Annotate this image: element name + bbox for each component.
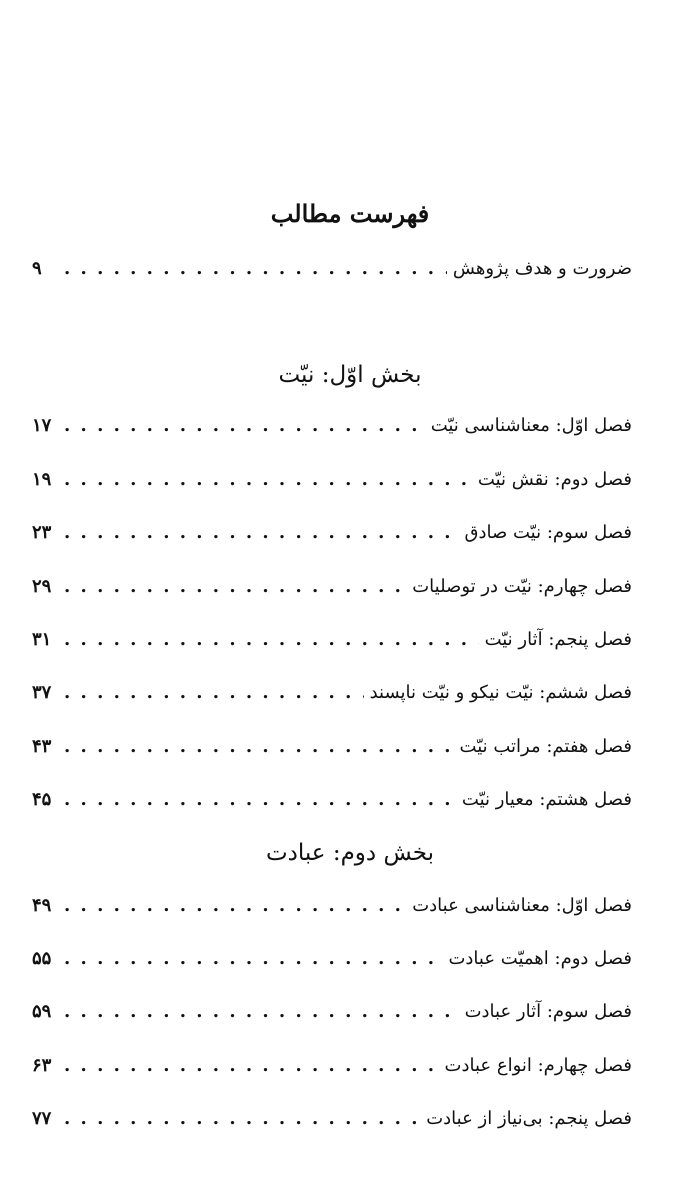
toc-entry-label: فصل اوّل: معناشناسی نیّت — [430, 415, 632, 436]
toc-entry-page: ۱۹ — [32, 469, 52, 490]
dot-leader — [64, 623, 479, 657]
toc-entry-page: ۵۵ — [32, 948, 52, 969]
toc-entry-intro[interactable] — [32, 252, 632, 286]
toc-entry-page: ۲۹ — [32, 576, 52, 597]
toc-entry[interactable] — [32, 730, 632, 764]
toc-entry[interactable] — [32, 463, 632, 497]
toc-entry-page: ۳۱ — [32, 629, 52, 650]
dot-leader — [64, 730, 454, 764]
dot-leader — [64, 942, 442, 976]
dot-leader — [64, 783, 456, 817]
toc-entry-label: فصل دوم: نقش نیّت — [477, 469, 632, 490]
toc-entry[interactable] — [32, 623, 632, 657]
toc-entry-label: فصل هشتم: معیار نیّت — [461, 789, 632, 810]
dot-leader — [64, 516, 459, 550]
toc-entry-label: فصل دوم: اهمیّت عبادت — [448, 948, 632, 969]
toc-entry-page: ۳۷ — [32, 682, 52, 703]
toc-entry-label: فصل پنجم: آثار نیّت — [484, 629, 632, 650]
dot-leader — [64, 889, 406, 923]
toc-entry-label: فصل هفتم: مراتب نیّت — [459, 736, 632, 757]
toc-entry[interactable] — [32, 783, 632, 817]
dot-leader — [64, 252, 447, 286]
dot-leader — [64, 463, 472, 497]
dot-leader — [64, 676, 364, 710]
toc-entry-label: فصل پنجم: بی‌نیاز از عبادت — [426, 1108, 632, 1129]
toc-entry-page: ۹ — [32, 258, 42, 279]
toc-entry[interactable] — [32, 676, 632, 710]
toc-entry[interactable] — [32, 516, 632, 550]
dot-leader — [64, 409, 425, 443]
toc-entry-label: فصل ششم: نیّت نیکو و نیّت ناپسند — [369, 682, 632, 703]
dot-leader — [64, 1102, 420, 1136]
toc-entry[interactable] — [32, 942, 632, 976]
dot-leader — [64, 1049, 439, 1083]
dot-leader — [64, 570, 406, 604]
toc-entry-label: فصل چهارم: انواع عبادت — [444, 1055, 632, 1076]
toc-entry-page: ۶۳ — [32, 1055, 52, 1076]
toc-entry-label: فصل سوم: آثار عبادت — [464, 1001, 632, 1022]
page-title: فهرست مطالب — [270, 199, 430, 228]
toc-entry-label: فصل سوم: نیّت صادق — [464, 522, 632, 543]
toc-entry-page: ۵۹ — [32, 1001, 52, 1022]
toc-entry-page: ۴۵ — [32, 789, 52, 810]
toc-entry[interactable] — [32, 1049, 632, 1083]
toc-entry[interactable] — [32, 889, 632, 923]
toc-entry[interactable] — [32, 570, 632, 604]
dot-leader — [64, 995, 459, 1029]
toc-entry[interactable] — [32, 1102, 632, 1136]
toc-entry-label: فصل اوّل: معناشناسی عبادت — [412, 895, 632, 916]
toc-entry-page: ۷۷ — [32, 1108, 52, 1129]
toc-entry-page: ۴۹ — [32, 895, 52, 916]
toc-entry[interactable] — [32, 409, 632, 443]
toc-entry-label: ضرورت و هدف پژوهش — [452, 258, 632, 279]
toc-entry-page: ۱۷ — [32, 415, 52, 436]
toc-entry[interactable] — [32, 995, 632, 1029]
section-heading-1: بخش اوّل: نیّت — [278, 362, 422, 388]
toc-entry-page: ۲۳ — [32, 522, 52, 543]
toc-entry-page: ۴۳ — [32, 736, 52, 757]
section-heading-2: بخش دوم: عبادت — [265, 840, 435, 866]
toc-entry-label: فصل چهارم: نیّت در توصلیات — [412, 576, 632, 597]
